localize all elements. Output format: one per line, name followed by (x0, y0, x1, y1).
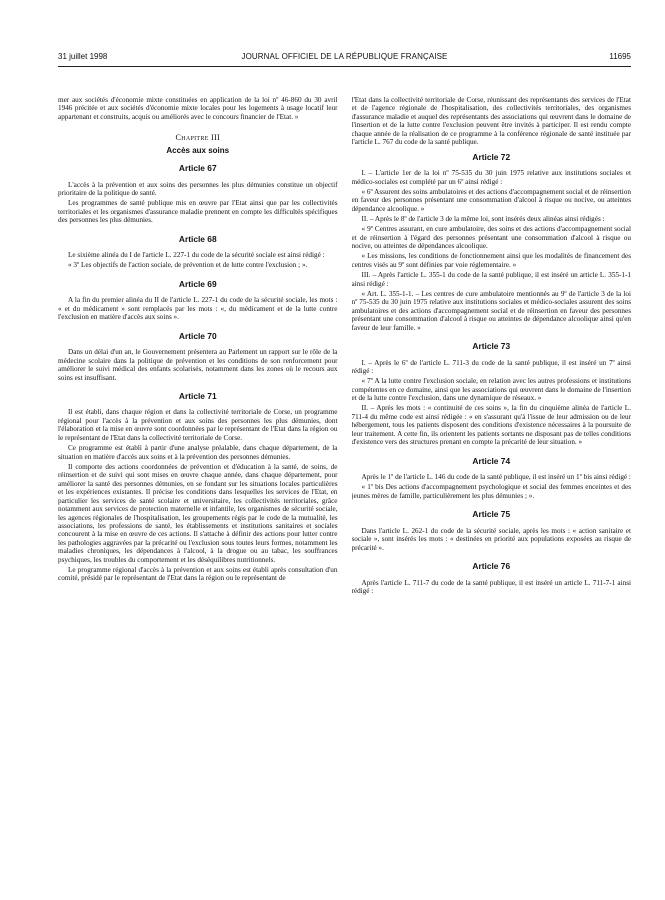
paragraph: Dans un délai d'un an, le Gouvernement présentera au Parlement un rapport sur le rôle de la médecine scolaire dans la politique de prévention et les conditions de son renforcement pour améliorer le suivi médical des enfants scolarisés, notamment dans les zones où le recours aux soins est insuffisant. (58, 348, 338, 382)
paragraph: « 1º bis Des actions d'accompagnement psychologique et social des femmes enceintes et des jeunes mères de famille, particulièrement les plus démunies ; ». (351, 483, 631, 500)
article-heading: Article 73 (472, 341, 511, 352)
chapter-heading: Chapitre III (175, 133, 221, 143)
paragraph: « Les missions, les conditions de fonctionnement ainsi que les modalités de financement des centres visés au 9º sont définies par voie réglementaire. » (351, 252, 631, 269)
article-heading: Article 69 (178, 278, 217, 289)
paragraph: Les programmes de santé publique mis en œuvre par l'Etat ainsi que par les collectivités territoriales et les organismes d'assurance maladie prennent en compte les difficultés spécifiques des personnes les plus démunies. (58, 199, 338, 225)
article-heading: Article 75 (472, 509, 511, 520)
right-column (352, 96, 632, 900)
paragraph: Il est établi, dans chaque région et dans la collectivité territoriale de Corse, un programme régional pour l'accès à la prévention et aux soins des personnes les plus démunies, dont l'élaboration et la mise en œuvre sont coordonnées par le représentant de l'Etat dans la région ou le représentant de l'Etat dans la collectivité territoriale de Corse. (58, 408, 338, 442)
text-columns (58, 96, 631, 900)
paragraph: II. – Après les mots : « continuité de ces soins », la fin du cinquième alinéa de l'article L. 711-4 du même code est ainsi rédigée : « en s'assurant qu'à l'issue de leur admission ou de leur hébergement, tous les patients disposent des conditions d'existence nécessaires à la poursuite de leur traitement. A cette fin, ils orientent les patients sortants ne disposant pas de telles conditions d'existence vers des structures prenant en compte la précarité de leur situation. » (351, 404, 631, 447)
article-heading: Article 72 (472, 151, 511, 162)
article-heading: Article 68 (178, 233, 217, 244)
paragraph: « 3º Les objectifs de l'action sociale, de prévention et de lutte contre l'exclusion ; ». (68, 261, 308, 270)
page-header (58, 52, 631, 67)
paragraph: A la fin du premier alinéa du II de l'article L. 227-1 du code de la sécurité sociale, les mots : « et du médicament » sont remplacés par les mots : «, du médicament et de la lutte contre l'exclusion en matière d'accès aux soins ». (58, 296, 338, 322)
paragraph: Il comporte des actions coordonnées de prévention et d'éducation à la santé, de soins, de réinsertion et de suivi qui sont mises en œuvre chaque année, dans chaque département, pour améliorer la santé des personnes démunies, en se fondant sur les situations locales particulières et les expériences existantes. Il précise les conditions dans lesquelles les services de l'Etat, en particulier les services de santé scolaire et universitaire, les collectivités territoriales, grâce notamment aux services de protection maternelle et infantile, les organismes de sécurité sociale, les agences régionales de l'hospitalisation, les groupements régis par le code de la mutualité, les associations, les professions de santé, les établissements et institutions sanitaires et sociales concourent à la mise en œuvre de ces actions. Il s'attache à définir des actions pour lutter contre les pathologies aggravées par la précarité ou l'exclusion sous toutes leurs formes, notamment les maladies chroniques, les dépendances à l'alcool, à la drogue ou au tabac, les souffrances psychiques, les troubles du comportement et les déséquilibres nutritionnels. (58, 462, 338, 564)
issue-date: 31 juillet 1998 (58, 52, 108, 61)
paragraph: I. – Après le 6º de l'article L. 711-3 du code de la santé publique, il est inséré un 7º ainsi rédigé : (351, 358, 631, 376)
paragraph: « 7º A la lutte contre l'exclusion sociale, en relation avec les autres professions et institutions compétentes en ce domaine, ainsi que les associations qui œuvrent dans le domaine de l'insertion et de la lutte contre l'exclusion, dans une dynamique de réseaux. » (351, 377, 631, 403)
paragraph: Ce programme est établi à partir d'une analyse préalable, dans chaque département, de la situation en matière d'accès aux soins et à la prévention des personnes démunies. (58, 444, 338, 461)
paragraph: Dans l'article L. 262-1 du code de la sécurité sociale, après les mots : « action sanitaire et sociale », sont insérés les mots : « destinées en priorité aux populations exposées au risque de précarité ». (351, 526, 631, 552)
paragraph: I. – L'article 1er de la loi nº 75-535 du 30 juin 1975 relative aux institutions sociales et médico-sociales est complété par un 6º ainsi rédigé : (351, 169, 631, 186)
paragraph: III. – Après l'article L. 355-1 du code de la santé publique, il est inséré un article L. 355-1-1 ainsi rédigé : (351, 271, 631, 288)
section-heading: Accès aux soins (166, 145, 230, 155)
journal-title: JOURNAL OFFICIEL DE LA RÉPUBLIQUE FRANÇAISE (241, 52, 448, 61)
left-column (58, 96, 338, 900)
article-heading: Article 71 (178, 391, 217, 402)
paragraph: « Art. L. 355-1-1. – Les centres de cure ambulatoire mentionnés au 9º de l'article 3 de la loi nº 75-535 du 30 juin 1975 relative aux institutions sociales et médico-sociales assurent des soins ambulatoires et des actions d'accompagnement social et de réinsertion en faveur des personnes présentant une consommation d'alcool à risque ou atteintes de dépendance alcoolique ainsi qu'en faveur de leur famille. » (351, 289, 631, 332)
article-heading: Article 67 (178, 163, 217, 174)
paragraph: Le programme régional d'accès à la prévention et aux soins est établi après consultation d'un comité, présidé par le représentant de l'Etat dans la région ou le représentant de (58, 566, 338, 583)
paragraph: L'accès à la prévention et aux soins des personnes les plus démunies constitue un objectif prioritaire de la politique de santé. (58, 180, 338, 198)
paragraph: Le sixième alinéa du I de l'article L. 227-1 du code de la sécurité sociale est ainsi rédigé : (68, 251, 325, 260)
article-heading: Article 76 (472, 561, 511, 572)
paragraph: mer aux sociétés d'économie mixte constituées en application de la loi nº 46-860 du 30 avril 1946 précitée et aux sociétés d'économie mixte locales pour les logements à usage locatif leur appartenant et construits, acquis ou améliorés avec le concours financier de l'Etat. » (58, 96, 338, 121)
article-heading: Article 70 (178, 330, 217, 341)
paragraph: « 9º Centres assurant, en cure ambulatoire, des soins et des actions d'accompagnement social et de réinsertion à l'égard des personnes présentant une consommation d'alcool à risque ou nocive, ou atteintes de dépendances alcoolique. (351, 225, 631, 251)
paragraph: Après l'article L. 711-7 du code de la santé publique, il est inséré un article L. 711-7-1 ainsi rédigé : (351, 578, 631, 596)
page-number: 11695 (609, 52, 631, 61)
article-heading: Article 74 (472, 455, 511, 466)
paragraph: II. – Après le 8º de l'article 3 de la même loi, sont insérés deux alinéas ainsi rédigés : (361, 215, 605, 224)
paragraph: « 6º Assurent des soins ambulatoires et des actions d'accompagnement social et de réinsertion en faveur des personnes présentant une consommation d'alcool à risque ou nocive, ou atteintes dépendance alcoolique. » (351, 187, 631, 213)
paragraph: Après le 1º de l'article L. 146 du code de la santé publique, il est inséré un 1º bis ainsi rédigé : (361, 473, 631, 482)
paragraph: l'Etat dans la collectivité territoriale de Corse, réunissant des représentants des services de l'Etat et de l'agence régionale de l'hospitalisation, des collectivités territoriales, des organismes d'assurance maladie et auquel des représentants des associations qui œuvrent dans le domaine de l'insertion et de la lutte contre l'exclusion peuvent être invités à participer. Il est rendu compte chaque année de la réalisation de ce programme à la conférence régionale de santé instituée par l'article L. 767 du code de la santé publique. (351, 96, 631, 147)
